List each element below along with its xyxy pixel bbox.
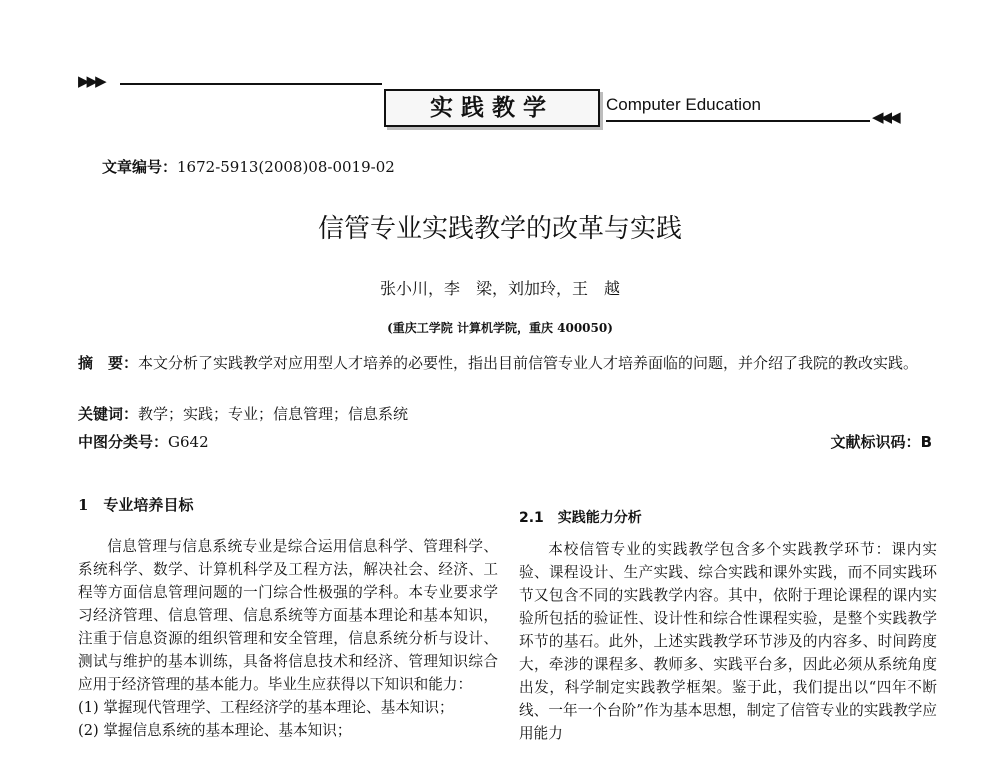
document-code xyxy=(831,431,932,452)
article-number-value: 1672-5913(2008)08-0019-02 xyxy=(177,158,395,176)
left-column xyxy=(78,535,498,742)
section-2-1-heading: 2.1 实践能力分析 xyxy=(519,510,642,526)
keywords-text: 教学；实践；专业；信息管理；信息系统 xyxy=(138,405,409,423)
abstract-text: 本文分析了实践教学对应用型人才培养的必要性，指出目前信管专业人才培养面临的问题，并介绍了我院的教改实践。 xyxy=(138,354,919,372)
abstract xyxy=(78,351,936,376)
clc-value: G642 xyxy=(168,433,209,451)
article-number-label: 文章编号： xyxy=(102,158,178,176)
list-item-1: (1) 掌握现代管理学、工程经济学的基本理论、基本知识； xyxy=(78,699,454,716)
paper-title: 信管专业实践教学的改革与实践 xyxy=(317,214,682,244)
abstract-label: 摘 要： xyxy=(78,354,139,372)
section-1-paragraph: 信息管理与信息系统专业是综合运用信息科学、管理科学、系统科学、数学、计算机科学及工程方法，解决社会、经济、工程等方面信息管理问题的一门综合性极强的学科。本专业要求学习经济管理、信息管理、信息系统等方面基本理论和基本知识，注重于信息资源的组织管理和安全管理，信息系统分析与设计、测试与维护的基本训练，具备将信息技术和经济、管理知识综合应用于经济管理的基本能力。毕业生应获得以下知识和能力： xyxy=(78,538,498,693)
section-banner: 实践教学 xyxy=(384,89,600,127)
clc-number xyxy=(78,431,209,452)
article-number xyxy=(102,156,395,177)
journal-name: Computer Education xyxy=(606,95,761,114)
clc-label: 中图分类号： xyxy=(78,433,169,451)
affiliation: (重庆工学院 计算机学院，重庆 400050) xyxy=(387,321,613,335)
section-1-heading: 1 专业培养目标 xyxy=(78,496,194,514)
right-column xyxy=(519,538,937,745)
document-code-value: B xyxy=(920,433,932,451)
document-code-label: 文献标识码： xyxy=(830,433,921,451)
keywords xyxy=(78,403,408,424)
header-arrows-right: ◀◀◀ xyxy=(872,108,898,126)
keywords-label: 关键词： xyxy=(78,405,139,423)
header-arrows-left: ▶▶▶ xyxy=(78,72,104,90)
section-2-1-paragraph: 本校信管专业的实践教学包含多个实践教学环节：课内实验、课程设计、生产实践、综合实践和课外实践，而不同实践环节又包含不同的实践教学内容。其中，依附于理论课程的课内实验所包括的验证性、设计性和综合性课程实验，是整个实践教学环节的基石。此外，上述实践教学环节涉及的内容多、时间跨度大，牵涉的课程多、教师多、实践平台多，因此必须从系统角度出发，科学制定实践教学框架。鉴于此，我们提出以“四年不断线、一年一个台阶”作为基本思想，制定了信管专业的实践教学应用能力 xyxy=(519,541,937,742)
list-item-2: (2) 掌握信息系统的基本理论、基本知识； xyxy=(78,722,352,739)
header-rule-right xyxy=(606,120,870,122)
header-rule-left xyxy=(120,83,382,85)
authors: 张小川，李 梁，刘加玲，王 越 xyxy=(379,279,620,298)
